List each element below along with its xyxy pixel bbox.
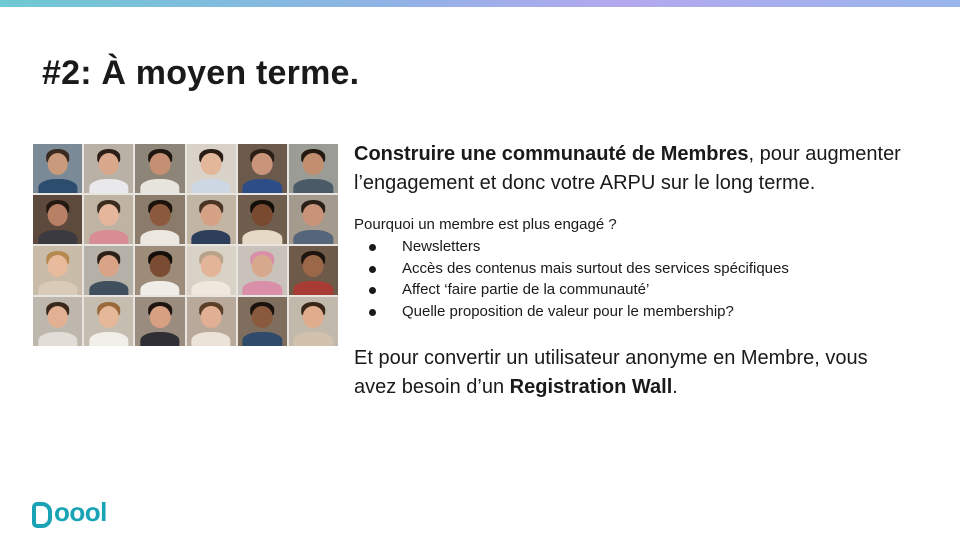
- closing-after-text: .: [672, 376, 678, 398]
- top-accent-bar: [0, 0, 960, 7]
- portrait-face: [201, 204, 222, 227]
- portrait-photo: [187, 195, 236, 244]
- portrait-photo: [187, 246, 236, 295]
- portrait-body: [191, 179, 230, 193]
- portrait-photo: [187, 297, 236, 346]
- portrait-body: [38, 281, 77, 295]
- logo-text: oool: [54, 497, 107, 527]
- portrait-photo: [135, 195, 184, 244]
- lead-bold-text: Construire une communauté de Membres: [354, 143, 749, 165]
- portrait-photo: [33, 144, 82, 193]
- lead-rest-text: , pour augmenter l’engagement et donc votre ARPU sur le long terme.: [354, 143, 901, 194]
- portrait-body: [243, 179, 282, 193]
- portrait-body: [243, 230, 282, 244]
- bullet-dot-icon: [369, 266, 376, 273]
- closing-before-text: Et pour convertir un utilisateur anonyme en Membre, vous avez besoin d’un: [354, 347, 868, 398]
- portrait-face: [303, 306, 324, 329]
- portrait-face: [303, 204, 324, 227]
- question-text: Pourquoi un membre est plus engagé ?: [354, 216, 617, 233]
- portrait-photo: [33, 246, 82, 295]
- portrait-body: [89, 230, 128, 244]
- portrait-body: [140, 332, 179, 346]
- portrait-face: [150, 255, 171, 278]
- slide-title: #2: À moyen terme.: [42, 54, 360, 92]
- portrait-face: [252, 204, 273, 227]
- bullet-text: Newsletters: [402, 238, 481, 255]
- portrait-photo: [33, 297, 82, 346]
- portrait-photo: [187, 144, 236, 193]
- portrait-face: [303, 153, 324, 176]
- portrait-body: [191, 281, 230, 295]
- portrait-face: [150, 306, 171, 329]
- portrait-photo: [84, 246, 133, 295]
- portrait-photo: [84, 195, 133, 244]
- portrait-face: [201, 306, 222, 329]
- portrait-photo: [33, 195, 82, 244]
- portrait-photo: [289, 297, 338, 346]
- portrait-body: [38, 332, 77, 346]
- portrait-photo: [135, 246, 184, 295]
- portrait-face: [47, 153, 68, 176]
- portrait-photo: [84, 297, 133, 346]
- bullet-item: [354, 258, 914, 280]
- portrait-face: [47, 255, 68, 278]
- portrait-body: [38, 179, 77, 193]
- logo-p-mark-icon: [32, 502, 52, 528]
- portrait-body: [140, 230, 179, 244]
- bullet-text: Accès des contenus mais surtout des services spécifiques: [402, 259, 789, 277]
- closing-paragraph: [354, 344, 914, 402]
- portrait-photo: [238, 297, 287, 346]
- portrait-body: [243, 332, 282, 346]
- community-photo-collage: [33, 144, 338, 346]
- portrait-photo: [135, 144, 184, 193]
- bullet-item: [354, 236, 914, 258]
- portrait-face: [47, 306, 68, 329]
- portrait-face: [252, 153, 273, 176]
- portrait-body: [294, 332, 333, 346]
- bullet-text: Affect ‘faire partie de la communauté’: [402, 281, 650, 298]
- bullet-item: [354, 279, 914, 301]
- bullet-item: [354, 301, 914, 323]
- portrait-body: [294, 281, 333, 295]
- portrait-face: [47, 204, 68, 227]
- portrait-face: [201, 255, 222, 278]
- portrait-photo: [238, 144, 287, 193]
- portrait-face: [303, 255, 324, 278]
- portrait-face: [98, 204, 119, 227]
- portrait-body: [294, 179, 333, 193]
- portrait-photo: [289, 246, 338, 295]
- portrait-body: [38, 230, 77, 244]
- bullet-dot-icon: [369, 244, 376, 251]
- portrait-body: [294, 230, 333, 244]
- portrait-face: [98, 255, 119, 278]
- portrait-photo: [289, 195, 338, 244]
- portrait-photo: [238, 195, 287, 244]
- portrait-face: [201, 153, 222, 176]
- bullet-dot-icon: [369, 309, 376, 316]
- poool-logo: [32, 497, 107, 528]
- closing-bold-text: Registration Wall: [509, 376, 673, 398]
- portrait-body: [89, 281, 128, 295]
- portrait-body: [191, 230, 230, 244]
- lead-paragraph: [354, 140, 914, 198]
- slide-content: [354, 140, 914, 402]
- portrait-face: [252, 306, 273, 329]
- portrait-face: [150, 204, 171, 227]
- portrait-body: [140, 281, 179, 295]
- portrait-face: [252, 255, 273, 278]
- portrait-photo: [238, 246, 287, 295]
- bullet-dot-icon: [369, 287, 376, 294]
- portrait-photo: [84, 144, 133, 193]
- portrait-body: [140, 179, 179, 193]
- bullet-list: [354, 236, 914, 322]
- portrait-body: [191, 332, 230, 346]
- portrait-face: [150, 153, 171, 176]
- portrait-body: [89, 332, 128, 346]
- portrait-body: [89, 179, 128, 193]
- bullet-text: Quelle proposition de valeur pour le membership?: [402, 302, 734, 320]
- portrait-body: [243, 281, 282, 295]
- portrait-photo: [289, 144, 338, 193]
- portrait-face: [98, 306, 119, 329]
- portrait-face: [98, 153, 119, 176]
- portrait-photo: [135, 297, 184, 346]
